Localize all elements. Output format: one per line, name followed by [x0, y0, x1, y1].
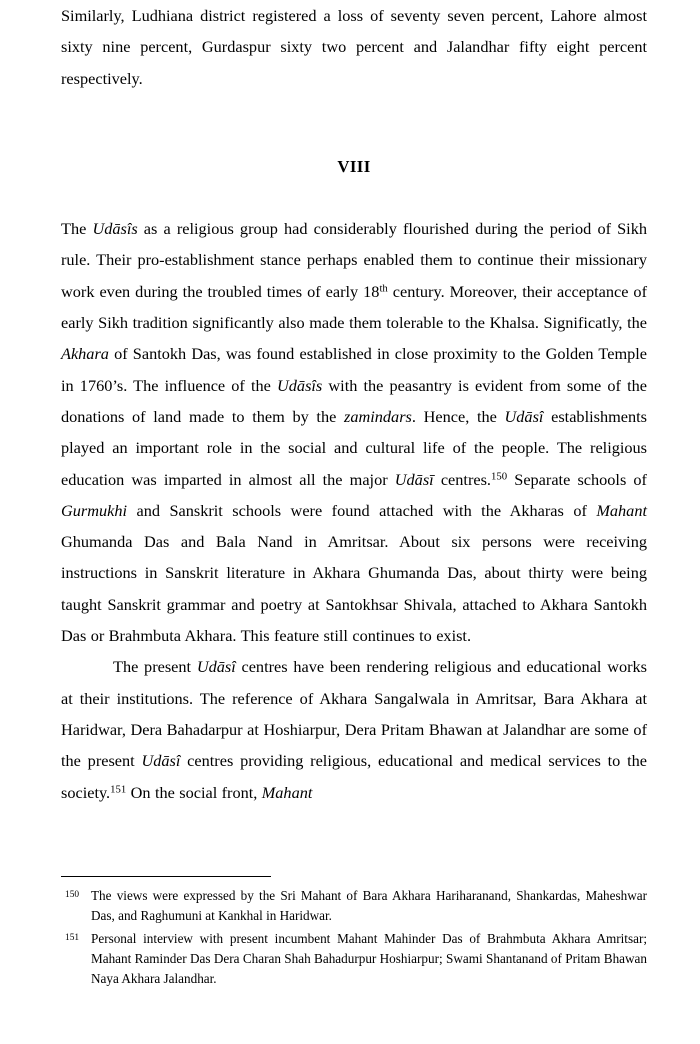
- footnote-section: [61, 876, 647, 991]
- italic-run: Udāsîs: [277, 375, 323, 395]
- paragraph-continued: [61, 0, 647, 94]
- superscript-run: th: [379, 282, 388, 295]
- text-run: with the peasantry is evident from some of the donations of land made to them by the: [61, 375, 647, 426]
- text-run: Ghumanda Das and Bala Nand in Amritsar. About six persons were receiving instructions in Sanskrit literature in Akhara Ghumanda Das, about thirty were being taught Sanskrit grammar and poetry at Santokhsar Shivala, attached to Akhara Santokh Das or Brahmbuta Akhara. This feature still continues to exist.: [61, 532, 647, 646]
- spacer-after-heading: [61, 182, 647, 213]
- italic-run: Udāsîs: [92, 219, 138, 239]
- text-run: The: [61, 219, 93, 239]
- text-run: centres providing religious, educational and medical services to the society.: [61, 751, 647, 802]
- text-run: . Hence, the: [411, 406, 505, 426]
- footnote-separator-rule: [61, 876, 271, 877]
- text-run: centres have been rendering religious and educational works at their institutions. The reference of Akhara Sangalwala in Amritsar, Bara Akhara at Haridwar, Dera Bahadarpur at Hoshiarpur, Dera Pritam Bhawan at Jalandhar are some of the present: [61, 657, 647, 771]
- text-run: century. Moreover, their acceptance of early Sikh tradition significantly also made them tolerable to the Khalsa. Significatly, the: [61, 281, 647, 333]
- text-run: The present: [113, 657, 197, 677]
- superscript-run: 150: [491, 469, 508, 482]
- paragraph-udasis-flourished: [61, 213, 647, 651]
- italic-run: Udāsî: [504, 406, 544, 426]
- superscript-run: 151: [110, 782, 127, 795]
- spacer-before-heading: [61, 94, 647, 151]
- page-body-text: [61, 0, 647, 808]
- section-heading: VIII: [337, 156, 371, 176]
- text-run: On the social front,: [126, 782, 262, 802]
- paragraph-present-centres: [61, 651, 647, 807]
- italic-run: Udāsî: [196, 657, 236, 677]
- italic-run: zamindars: [344, 406, 412, 426]
- italic-run: Udāsî: [141, 751, 181, 771]
- text-run: as a religious group had considerably flourished during the period of Sikh rule. Their pro-establishment stance perhaps enabled them to continue their missionary work even during the troubled times of early 18: [61, 219, 647, 301]
- footnote-item: [61, 929, 647, 990]
- text-run: centres.: [433, 469, 491, 489]
- text-run: Similarly, Ludhiana district registered a loss of seventy seven percent, Lahore almost sixty nine percent, Gurdaspur sixty two percent and Jalandhar fifty eight percent respectively.: [61, 6, 647, 88]
- text-run: of Santokh Das, was found established in close proximity to the Golden Temple in 1760’s. The influence of the: [61, 344, 647, 395]
- footnote-text: The views were expressed by the Sri Mahant of Bara Akhara Hariharanand, Shankardas, Maheshwar Das, and Raghumuni at Kankhal in Haridwar.: [91, 888, 647, 924]
- italic-run: Gurmukhi: [61, 500, 128, 520]
- footnote-text: Personal interview with present incumbent Mahant Mahinder Das of Brahmbuta Akhara Amritsar; Mahant Raminder Das Dera Charan Shah Bahadurpur Hoshiarpur; Swami Shantanand of Pritam Bhawan Naya Akhara Jalandhar.: [91, 930, 647, 987]
- text-run: Separate schools of: [507, 469, 647, 489]
- text-run: and Sanskrit schools were found attached with the Akharas of: [127, 500, 597, 520]
- footnote-item: [61, 886, 647, 927]
- text-run: establishments played an important role in the social and cultural life of the people. The religious education was imparted in almost all the major: [61, 406, 647, 489]
- footnote-marker: 150: [65, 890, 80, 900]
- italic-run: Mahant: [261, 782, 313, 802]
- italic-run: Akhara: [61, 344, 109, 364]
- italic-run: Mahant: [596, 500, 647, 520]
- footnote-marker: 151: [65, 932, 80, 943]
- italic-run: Udāsī: [394, 469, 434, 489]
- document-page: [61, 0, 647, 1044]
